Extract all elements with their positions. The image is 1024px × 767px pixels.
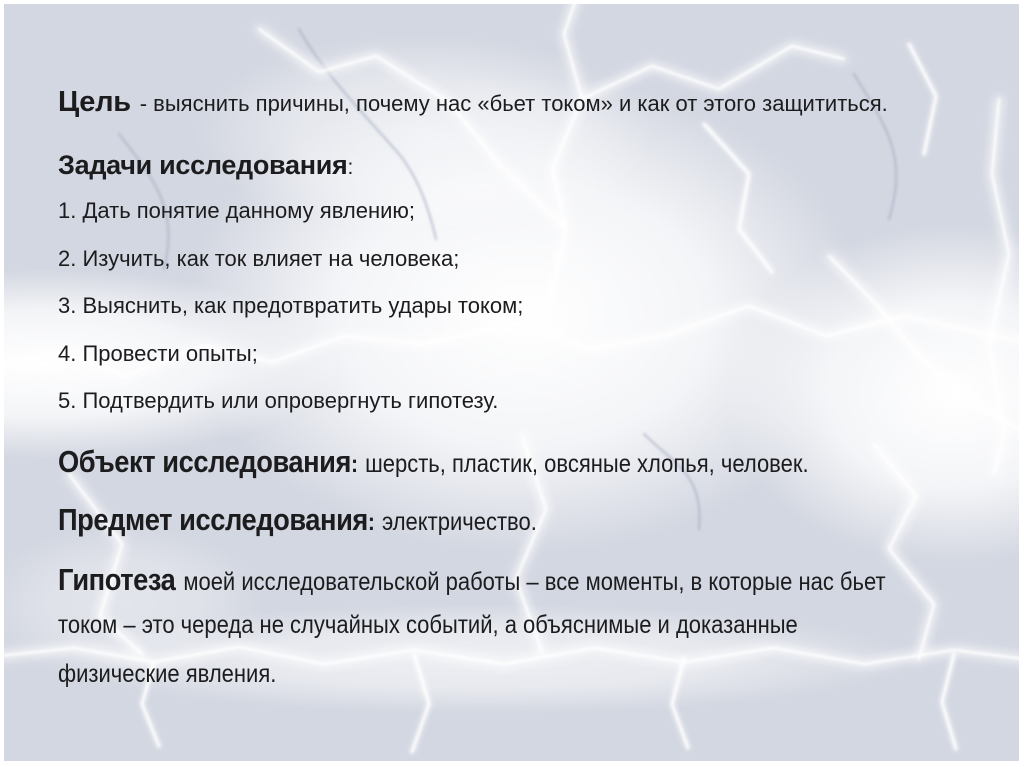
hypothesis-label: Гипотеза <box>58 562 176 597</box>
task-item: 2. Изучить, как ток влияет на человека; <box>58 245 460 271</box>
task-item: 1. Дать понятие данному явлению; <box>58 198 415 223</box>
object-label: Объект исследования <box>58 444 351 479</box>
subject-colon: : <box>367 509 375 536</box>
tasks-heading-colon: : <box>347 156 354 179</box>
object-text: шерсть, пластик, овсяные хлопья, человек. <box>365 450 809 478</box>
hypothesis-line <box>58 611 998 660</box>
hypothesis-text: моей исследовательской работы – все моменты, в которые нас бьет <box>183 568 886 596</box>
hypothesis-text: током – это череда не случайных событий, а объяснимые и доказанные <box>58 611 798 639</box>
object-line <box>58 444 911 480</box>
subject-label: Предмет исследования <box>58 502 368 537</box>
hypothesis-line <box>58 562 998 611</box>
goal-text: - выяснить причины, почему нас «бьет током» и как от этого защититься. <box>139 91 888 116</box>
task-item: 3. Выяснить, как предотвратить удары током; <box>58 293 524 319</box>
task-item: 4. Провести опыты; <box>58 340 258 366</box>
tasks-heading-label: Задачи исследования <box>58 150 348 180</box>
hypothesis-text: физические явления. <box>58 660 277 688</box>
subject-line <box>58 502 602 538</box>
goal-label: Цель <box>58 86 131 118</box>
tasks-list <box>58 198 523 436</box>
hypothesis-block <box>58 562 998 709</box>
subject-text: электричество. <box>381 508 537 536</box>
task-item: 5. Подтвердить или опровергнуть гипотезу. <box>58 388 499 414</box>
hypothesis-line <box>58 660 998 709</box>
object-colon: : <box>350 451 359 478</box>
goal-line <box>58 86 888 119</box>
tasks-heading <box>58 150 353 181</box>
